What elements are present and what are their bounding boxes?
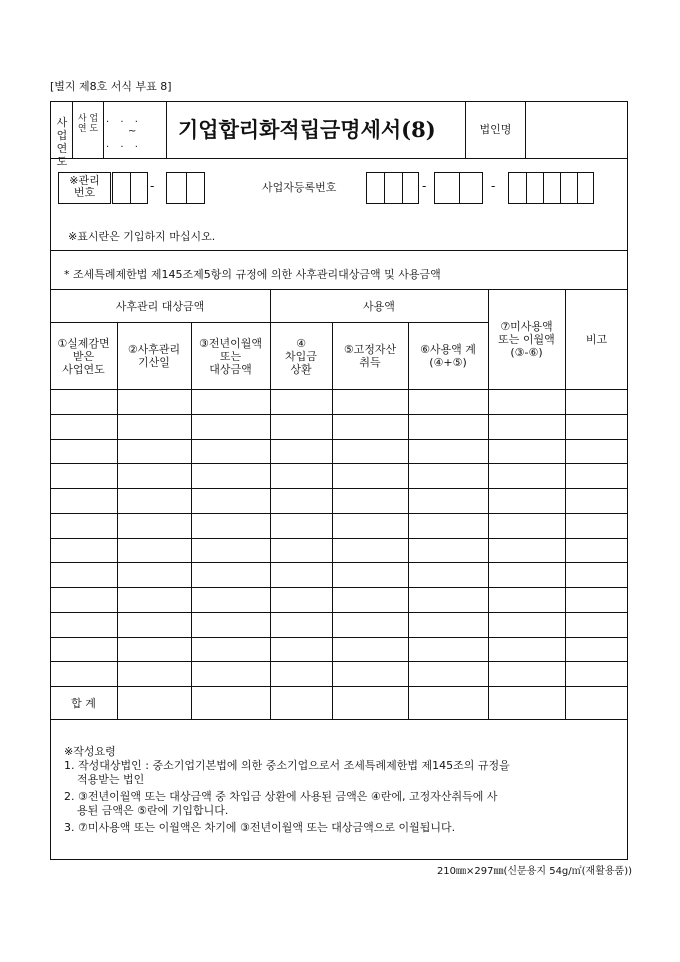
table-cell-r3-c8[interactable] <box>565 440 628 464</box>
table-cell-r5-c2[interactable] <box>117 489 191 513</box>
table-cell-r2-c3[interactable] <box>191 415 270 439</box>
instruction-3-line-1: 3. ⑦미사용액 또는 이월액은 차기에 ③전년이월액 또는 대상금액으로 이월됩니다. <box>64 821 456 834</box>
period-label: 사 업 연 도 <box>56 116 68 168</box>
col-header-c4: ④ 차입금 상환 <box>285 336 317 376</box>
table-cell-r1-c5[interactable] <box>332 390 408 414</box>
table-cell-r11-c6[interactable] <box>408 638 488 662</box>
table-cell-r8-c7[interactable] <box>488 563 565 587</box>
table-cell-r4-c2[interactable] <box>117 464 191 488</box>
statute-note: * 조세특례제한법 제145조제5항의 규정에 의한 사후관리대상금액 및 사용금액 <box>64 268 441 281</box>
table-cell-r9-c3[interactable] <box>191 588 270 612</box>
table-cell-r5-c6[interactable] <box>408 489 488 513</box>
id-section-note: ※표시란은 기입하지 마십시오. <box>68 230 216 243</box>
col-header-c7: ⑦미사용액 또는 이월액 (③-⑥) <box>498 320 555 359</box>
group-header-post-mgmt: 사후관리 대상금액 <box>115 299 205 313</box>
instruction-2-line-1: 2. ③전년이월액 또는 대상금액 중 차입금 상환에 사용된 금액은 ④란에, 고정자산취득에 사 <box>64 790 498 803</box>
col-header-c1: ①실제감면 받은 사업연도 <box>57 336 110 376</box>
table-cell-r4-c3[interactable] <box>191 464 270 488</box>
table-cell-r2-c6[interactable] <box>408 415 488 439</box>
corp-name-label: 법인명 <box>479 123 512 136</box>
table-cell-r11-c1[interactable] <box>50 638 117 662</box>
period-to[interactable]: . . . <box>106 139 142 150</box>
table-cell-r12-c2[interactable] <box>117 662 191 686</box>
table-cell-r9-c5[interactable] <box>332 588 408 612</box>
table-cell-r4-c6[interactable] <box>408 464 488 488</box>
table-cell-r11-c7[interactable] <box>488 638 565 662</box>
instruction-1-line-2: 적용받는 법인 <box>77 773 145 786</box>
col-header-c8: 비고 <box>585 333 608 346</box>
table-cell-r3-c2[interactable] <box>117 440 191 464</box>
table-cell-r2-c1[interactable] <box>50 415 117 439</box>
table-cell-r12-c6[interactable] <box>408 662 488 686</box>
col-header-c5: ⑤고정자산 취득 <box>343 343 397 369</box>
table-cell-r4-c8[interactable] <box>565 464 628 488</box>
table-cell-r10-c1[interactable] <box>50 613 117 637</box>
table-cell-r4-c4[interactable] <box>270 464 332 488</box>
table-cell-r8-c1[interactable] <box>50 563 117 587</box>
instructions-heading: ※작성요령 <box>64 745 116 758</box>
period-label-right: 사 업 연 도 <box>77 114 99 134</box>
table-cell-r1-c7[interactable] <box>488 390 565 414</box>
biz-reg-field-1[interactable] <box>366 172 419 204</box>
instruction-1-line-1: 1. 작성대상법인 : 중소기업기본법에 의한 중소기업으로서 조세특례제한법 제145조의 규정을 <box>64 759 510 772</box>
table-cell-r7-c3[interactable] <box>191 539 270 563</box>
table-cell-r7-c1[interactable] <box>50 539 117 563</box>
table-cell-r9-c6[interactable] <box>408 588 488 612</box>
table-cell-r3-c5[interactable] <box>332 440 408 464</box>
table-cell-r1-c1[interactable] <box>50 390 117 414</box>
table-cell-r10-c8[interactable] <box>565 613 628 637</box>
table-cell-r5-c3[interactable] <box>191 489 270 513</box>
table-cell-r3-c4[interactable] <box>270 440 332 464</box>
group-header-used: 사용액 <box>363 299 395 313</box>
table-cell-r3-c7[interactable] <box>488 440 565 464</box>
table-cell-r12-c3[interactable] <box>191 662 270 686</box>
table-cell-r8-c4[interactable] <box>270 563 332 587</box>
table-cell-r6-c8[interactable] <box>565 514 628 538</box>
period-tilde: ~ <box>128 126 141 137</box>
mgmt-no-field-1[interactable] <box>112 172 148 204</box>
table-cell-r6-c1[interactable] <box>50 514 117 538</box>
table-cell-r11-c3[interactable] <box>191 638 270 662</box>
total-label: 합 계 <box>71 696 96 710</box>
form-reference: [별지 제8호 서식 부표 8] <box>50 80 172 93</box>
table-cell-r10-c6[interactable] <box>408 613 488 637</box>
mgmt-no-dash: - <box>150 179 155 193</box>
biz-reg-field-3[interactable] <box>508 172 594 204</box>
col-header-c3: ③전년이월액 또는 대상금액 <box>199 336 262 376</box>
table-cell-r10-c7[interactable] <box>488 613 565 637</box>
table-cell-r6-c7[interactable] <box>488 514 565 538</box>
table-cell-r9-c2[interactable] <box>117 588 191 612</box>
biz-reg-label: 사업자등록번호 <box>262 181 337 194</box>
table-cell-r11-c2[interactable] <box>117 638 191 662</box>
table-cell-r12-c5[interactable] <box>332 662 408 686</box>
table-cell-r2-c5[interactable] <box>332 415 408 439</box>
table-cell-r10-c5[interactable] <box>332 613 408 637</box>
table-cell-r9-c7[interactable] <box>488 588 565 612</box>
table-cell-r11-c8[interactable] <box>565 638 628 662</box>
table-cell-r8-c6[interactable] <box>408 563 488 587</box>
mgmt-no-label: ※관리 번호 <box>69 174 100 199</box>
table-cell-r9-c8[interactable] <box>565 588 628 612</box>
table-cell-r4-c5[interactable] <box>332 464 408 488</box>
table-cell-r5-c7[interactable] <box>488 489 565 513</box>
table-cell-r5-c8[interactable] <box>565 489 628 513</box>
table-cell-r11-c4[interactable] <box>270 638 332 662</box>
table-cell-r1-c3[interactable] <box>191 390 270 414</box>
table-cell-r8-c8[interactable] <box>565 563 628 587</box>
table-cell-r5-c5[interactable] <box>332 489 408 513</box>
table-cell-r11-c5[interactable] <box>332 638 408 662</box>
table-cell-r3-c6[interactable] <box>408 440 488 464</box>
col-header-c2: ②사후관리 기산일 <box>127 343 181 369</box>
table-cell-r10-c4[interactable] <box>270 613 332 637</box>
table-cell-r7-c8[interactable] <box>565 539 628 563</box>
table-cell-r8-c5[interactable] <box>332 563 408 587</box>
table-cell-r6-c4[interactable] <box>270 514 332 538</box>
table-cell-r3-c1[interactable] <box>50 440 117 464</box>
table-cell-r2-c7[interactable] <box>488 415 565 439</box>
period-from[interactable]: . . . <box>106 114 142 125</box>
col-header-c6: ⑥사용액 계 (④+⑤) <box>420 343 476 369</box>
table-cell-r7-c5[interactable] <box>332 539 408 563</box>
table-cell-r2-c8[interactable] <box>565 415 628 439</box>
table-cell-r12-c8[interactable] <box>565 662 628 686</box>
table-cell-r12-c7[interactable] <box>488 662 565 686</box>
table-cell-r6-c6[interactable] <box>408 514 488 538</box>
mgmt-no-field-2[interactable] <box>166 172 205 204</box>
table-cell-r1-c2[interactable] <box>117 390 191 414</box>
table-cell-r1-c8[interactable] <box>565 390 628 414</box>
biz-reg-dash-1: - <box>422 179 427 193</box>
table-cell-r3-c3[interactable] <box>191 440 270 464</box>
table-cell-r7-c4[interactable] <box>270 539 332 563</box>
paper-spec-footer: 210㎜×297㎜(신문용지 54g/㎡(재활용품)) <box>436 866 632 877</box>
biz-reg-dash-2: - <box>491 179 496 193</box>
table-cell-r7-c7[interactable] <box>488 539 565 563</box>
table-cell-r1-c6[interactable] <box>408 390 488 414</box>
table-cell-r12-c1[interactable] <box>50 662 117 686</box>
instruction-2-line-2: 용된 금액은 ⑤란에 기입합니다. <box>77 804 229 817</box>
table-cell-r1-c4[interactable] <box>270 390 332 414</box>
form-title: 기업합리화적립금명세서(8) <box>178 117 436 142</box>
table-cell-r12-c4[interactable] <box>270 662 332 686</box>
table-cell-r5-c1[interactable] <box>50 489 117 513</box>
table-cell-r2-c2[interactable] <box>117 415 191 439</box>
biz-reg-field-2[interactable] <box>434 172 483 204</box>
table-cell-r9-c1[interactable] <box>50 588 117 612</box>
table-cell-r4-c7[interactable] <box>488 464 565 488</box>
table-cell-r8-c2[interactable] <box>117 563 191 587</box>
table-cell-r4-c1[interactable] <box>50 464 117 488</box>
table-cell-r8-c3[interactable] <box>191 563 270 587</box>
table-cell-r5-c4[interactable] <box>270 489 332 513</box>
table-cell-r6-c3[interactable] <box>191 514 270 538</box>
table-cell-r6-c5[interactable] <box>332 514 408 538</box>
table-cell-r6-c2[interactable] <box>117 514 191 538</box>
table-cell-r2-c4[interactable] <box>270 415 332 439</box>
table-cell-r10-c2[interactable] <box>117 613 191 637</box>
table-cell-r10-c3[interactable] <box>191 613 270 637</box>
table-cell-r9-c4[interactable] <box>270 588 332 612</box>
table-cell-r7-c6[interactable] <box>408 539 488 563</box>
table-cell-r7-c2[interactable] <box>117 539 191 563</box>
